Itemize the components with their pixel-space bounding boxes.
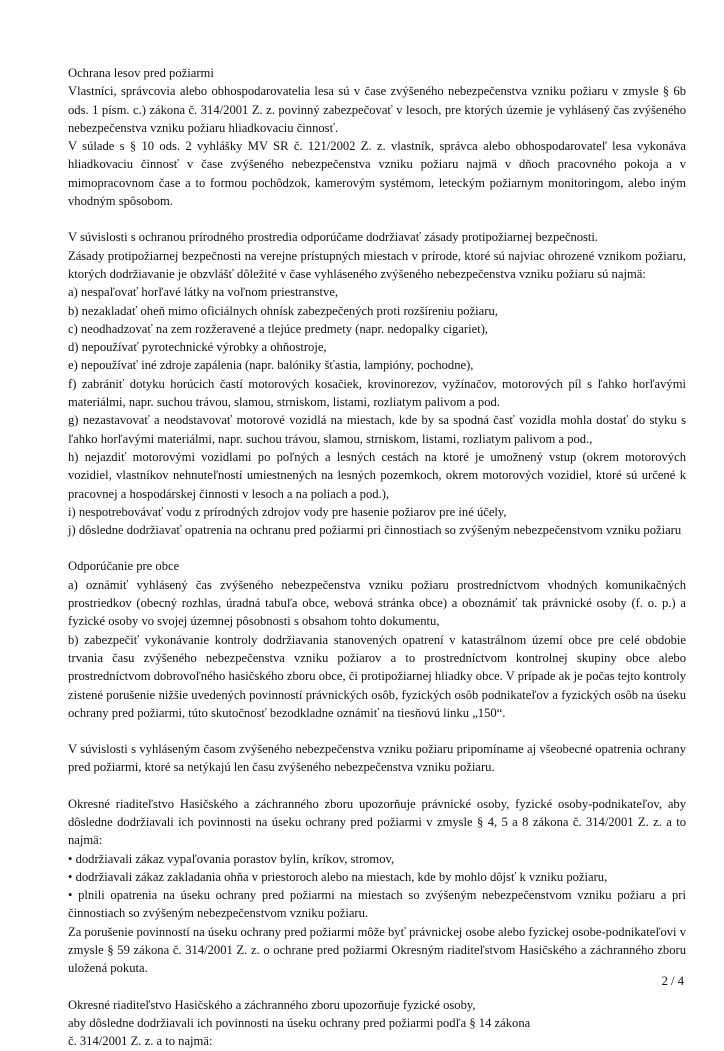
list-item: b) nezakladať oheň mimo oficiálnych ohnísk zabezpečených proti rozšíreniu požiaru,: [68, 303, 498, 318]
list-item: e) nepoužívať iné zdroje zapálenia (napr. balóniky šťastia, lampióny, pochodne),: [68, 358, 474, 373]
paragraph-patrol-activity: V súlade s § 10 ods. 2 vyhlášky MV SR č. 121/2002 Z. z. vlastník, správca alebo obhospodarovateľ lesa vykonáva hliadkovaciu činnosť v čase zvýšeného nebezpečenstva vzniku požiaru najmä v dňoch pracovného pokoja a v mimopracovnom čase a to formou pochôdzok, kamerovým systémom, leteckým požiarnym monitoringom, alebo iným vhodným spôsobom.: [68, 139, 686, 209]
bullet-item: • dodržiavali zákaz vypaľovania porastov bylín, kríkov, stromov,: [68, 850, 686, 868]
spacer: [68, 210, 686, 228]
paragraph-natural-persons-line2: aby dôsledne dodržiavali ich povinnosti na úseku ochrany pred požiarmi podľa § 14 zákona: [68, 1015, 531, 1030]
section-title-forest-protection: Ochrana lesov pred požiarmi: [68, 66, 214, 80]
list-item: i) nespotrebovávať vodu z prírodných zdrojov vody pre hasenie požiarov pre iné účely,: [68, 504, 507, 519]
list-item: a) oznámiť vyhlásený čas zvýšeného nebezpečenstva vzniku požiaru prostredníctvom vhodných komunikačných prostriedkov (obecný rozhlas, úradná tabuľa obce, webová stránka obce) a oboznámiť tak právnické osoby (f. o. p.) a fyzické osoby vo svojej územnej pôsobnosti s obsahom tohto dokumentu,: [68, 577, 686, 629]
paragraph-natural-persons-line1: Okresné riaditeľstvo Hasičského a záchranného zboru upozorňuje fyzické osoby,: [68, 997, 476, 1012]
spacer: [68, 722, 686, 740]
page-number: 2 / 4: [661, 974, 684, 988]
paragraph-nature-protection: V súvislosti s ochranou prírodného prostredia odporúčame dodržiavať zásady protipožiarnej bezpečnosti.: [68, 230, 599, 245]
paragraph-natural-persons-line3: č. 314/2001 Z. z. a to najmä:: [68, 1034, 213, 1049]
list-item: j) dôsledne dodržiavať opatrenia na ochranu pred požiarmi pri činnostiach so zvýšeným nebezpečenstvom vzniku požiaru: [68, 523, 682, 538]
paragraph-legal-entities-notice: Okresné riaditeľstvo Hasičského a záchranného zboru upozorňuje právnické osoby, fyzické osoby-podnikateľov, aby dôsledne dodržiavali ich povinnosti na úseku ochrany pred požiarmi v zmysle § 4, 5 a 8 zákona č. 314/2001 Z. z. a to najmä:: [68, 796, 686, 848]
paragraph-general-measures: V súvislosti s vyhláseným časom zvýšeného nebezpečenstva vzniku požiaru pripomíname aj všeobecné opatrenia ochrany pred požiarmi, ktoré sa netýkajú len času zvýšeného nebezpečenstva vzniku požiaru.: [68, 742, 686, 775]
spacer: [68, 777, 686, 795]
list-item: d) nepoužívať pyrotechnické výrobky a ohňostroje,: [68, 340, 327, 355]
paragraph-penalty: Za porušenie povinností na úseku ochrany pred požiarmi môže byť právnickej osobe alebo fyzickej osobe-podnikateľovi v zmysle § 59 zákona č. 314/2001 Z. z. o ochrane pred požiarmi Okresným riaditeľstvom Hasičského a záchranného zboru uložená pokuta.: [68, 924, 686, 976]
list-item: h) nejazdiť motorovými vozidlami po poľných a lesných cestách na ktoré je umožnený vstup (okrem motorových vozidiel, vlastníkov nehnuteľností umiestnených na lesných pozemkoch, okrem motorových vozidiel, ktoré sú určené k pracovnej a hospodárskej činnosti v lesoch a na poliach a pod.),: [68, 449, 686, 501]
bullet-item: • dodržiavali zákaz zakladania ohňa v priestoroch alebo na miestach, kde by mohlo dôjsť k vzniku požiaru,: [68, 868, 686, 886]
list-item: c) neodhadzovať na zem rozžeravené a tlejúce predmety (napr. nedopalky cigariet),: [68, 321, 489, 336]
paragraph-owners-obligation: Vlastníci, správcovia alebo obhospodarovatelia lesa sú v čase zvýšeného nebezpečenstva vzniku požiaru v zmysle § 6b ods. 1 písm. c.) zákona č. 314/2001 Z. z. povinný zabezpečovať v lesoch, pre ktorých územie je vyhlásený čas zvýšeného nebezpečenstva vzniku požiaru hliadkovaciu činnosť.: [68, 84, 686, 135]
paragraph-fire-safety-principles: Zásady protipožiarnej bezpečnosti na verejne prístupných miestach v prírode, ktoré sú najviac ohrozené vznikom požiaru, ktorých dodržiavanie je obzvlášť dôležité v čase vyhláseného zvýšeného nebezpečenstva vzniku požiaru sú najmä:: [68, 248, 686, 281]
spacer: [68, 539, 686, 557]
list-item: b) zabezpečiť vykonávanie kontroly dodržiavania stanovených opatrení v katastrálnom území obce pre celé obdobie trvania času zvýšeného nebezpečenstva vzniku požiarov a to prostredníctvom kontrolnej skupiny obce alebo prostredníctvom dobrovoľného hasičského zboru obce, či protipožiarnej hliadky obce. V prípade ak je počas tejto kontroly zistené porušenie nižšie uvedených povinností právnických osôb, fyzických osôb podnikateľov a fyzických osôb na úseku ochrany pred požiarmi, túto skutočnosť bezodkladne oznámiť na tiesňovú linku „150“.: [68, 632, 686, 720]
spacer: [68, 978, 686, 996]
document-body: [68, 64, 686, 1051]
list-item: a) nespaľovať horľavé látky na voľnom priestranstve,: [68, 285, 339, 300]
list-item: f) zabrániť dotyku horúcich častí motorových kosačiek, krovinorezov, vyžínačov, motorových píl s ľahko horľavými materiálmi, napr. suchou trávou, slamou, strniskom, listami, rozliatym palivom a pod.: [68, 376, 686, 410]
section-title-municipalities: Odporúčanie pre obce: [68, 559, 180, 574]
list-item: g) nezastavovať a neodstavovať motorové vozidlá na miestach, kde by sa spodná časť vozidla mohla dostať do styku s ľahko horľavými materiálmi, napr. suchou trávou, slamou, strniskom, listami, rozliatym palivom a pod.,: [68, 413, 686, 446]
bullet-item: • plnili opatrenia na úseku ochrany pred požiarmi na miestach so zvýšeným nebezpečenstvom vzniku požiaru a pri činnostiach so zvýšeným nebezpečenstvom vzniku požiaru.: [68, 886, 686, 923]
